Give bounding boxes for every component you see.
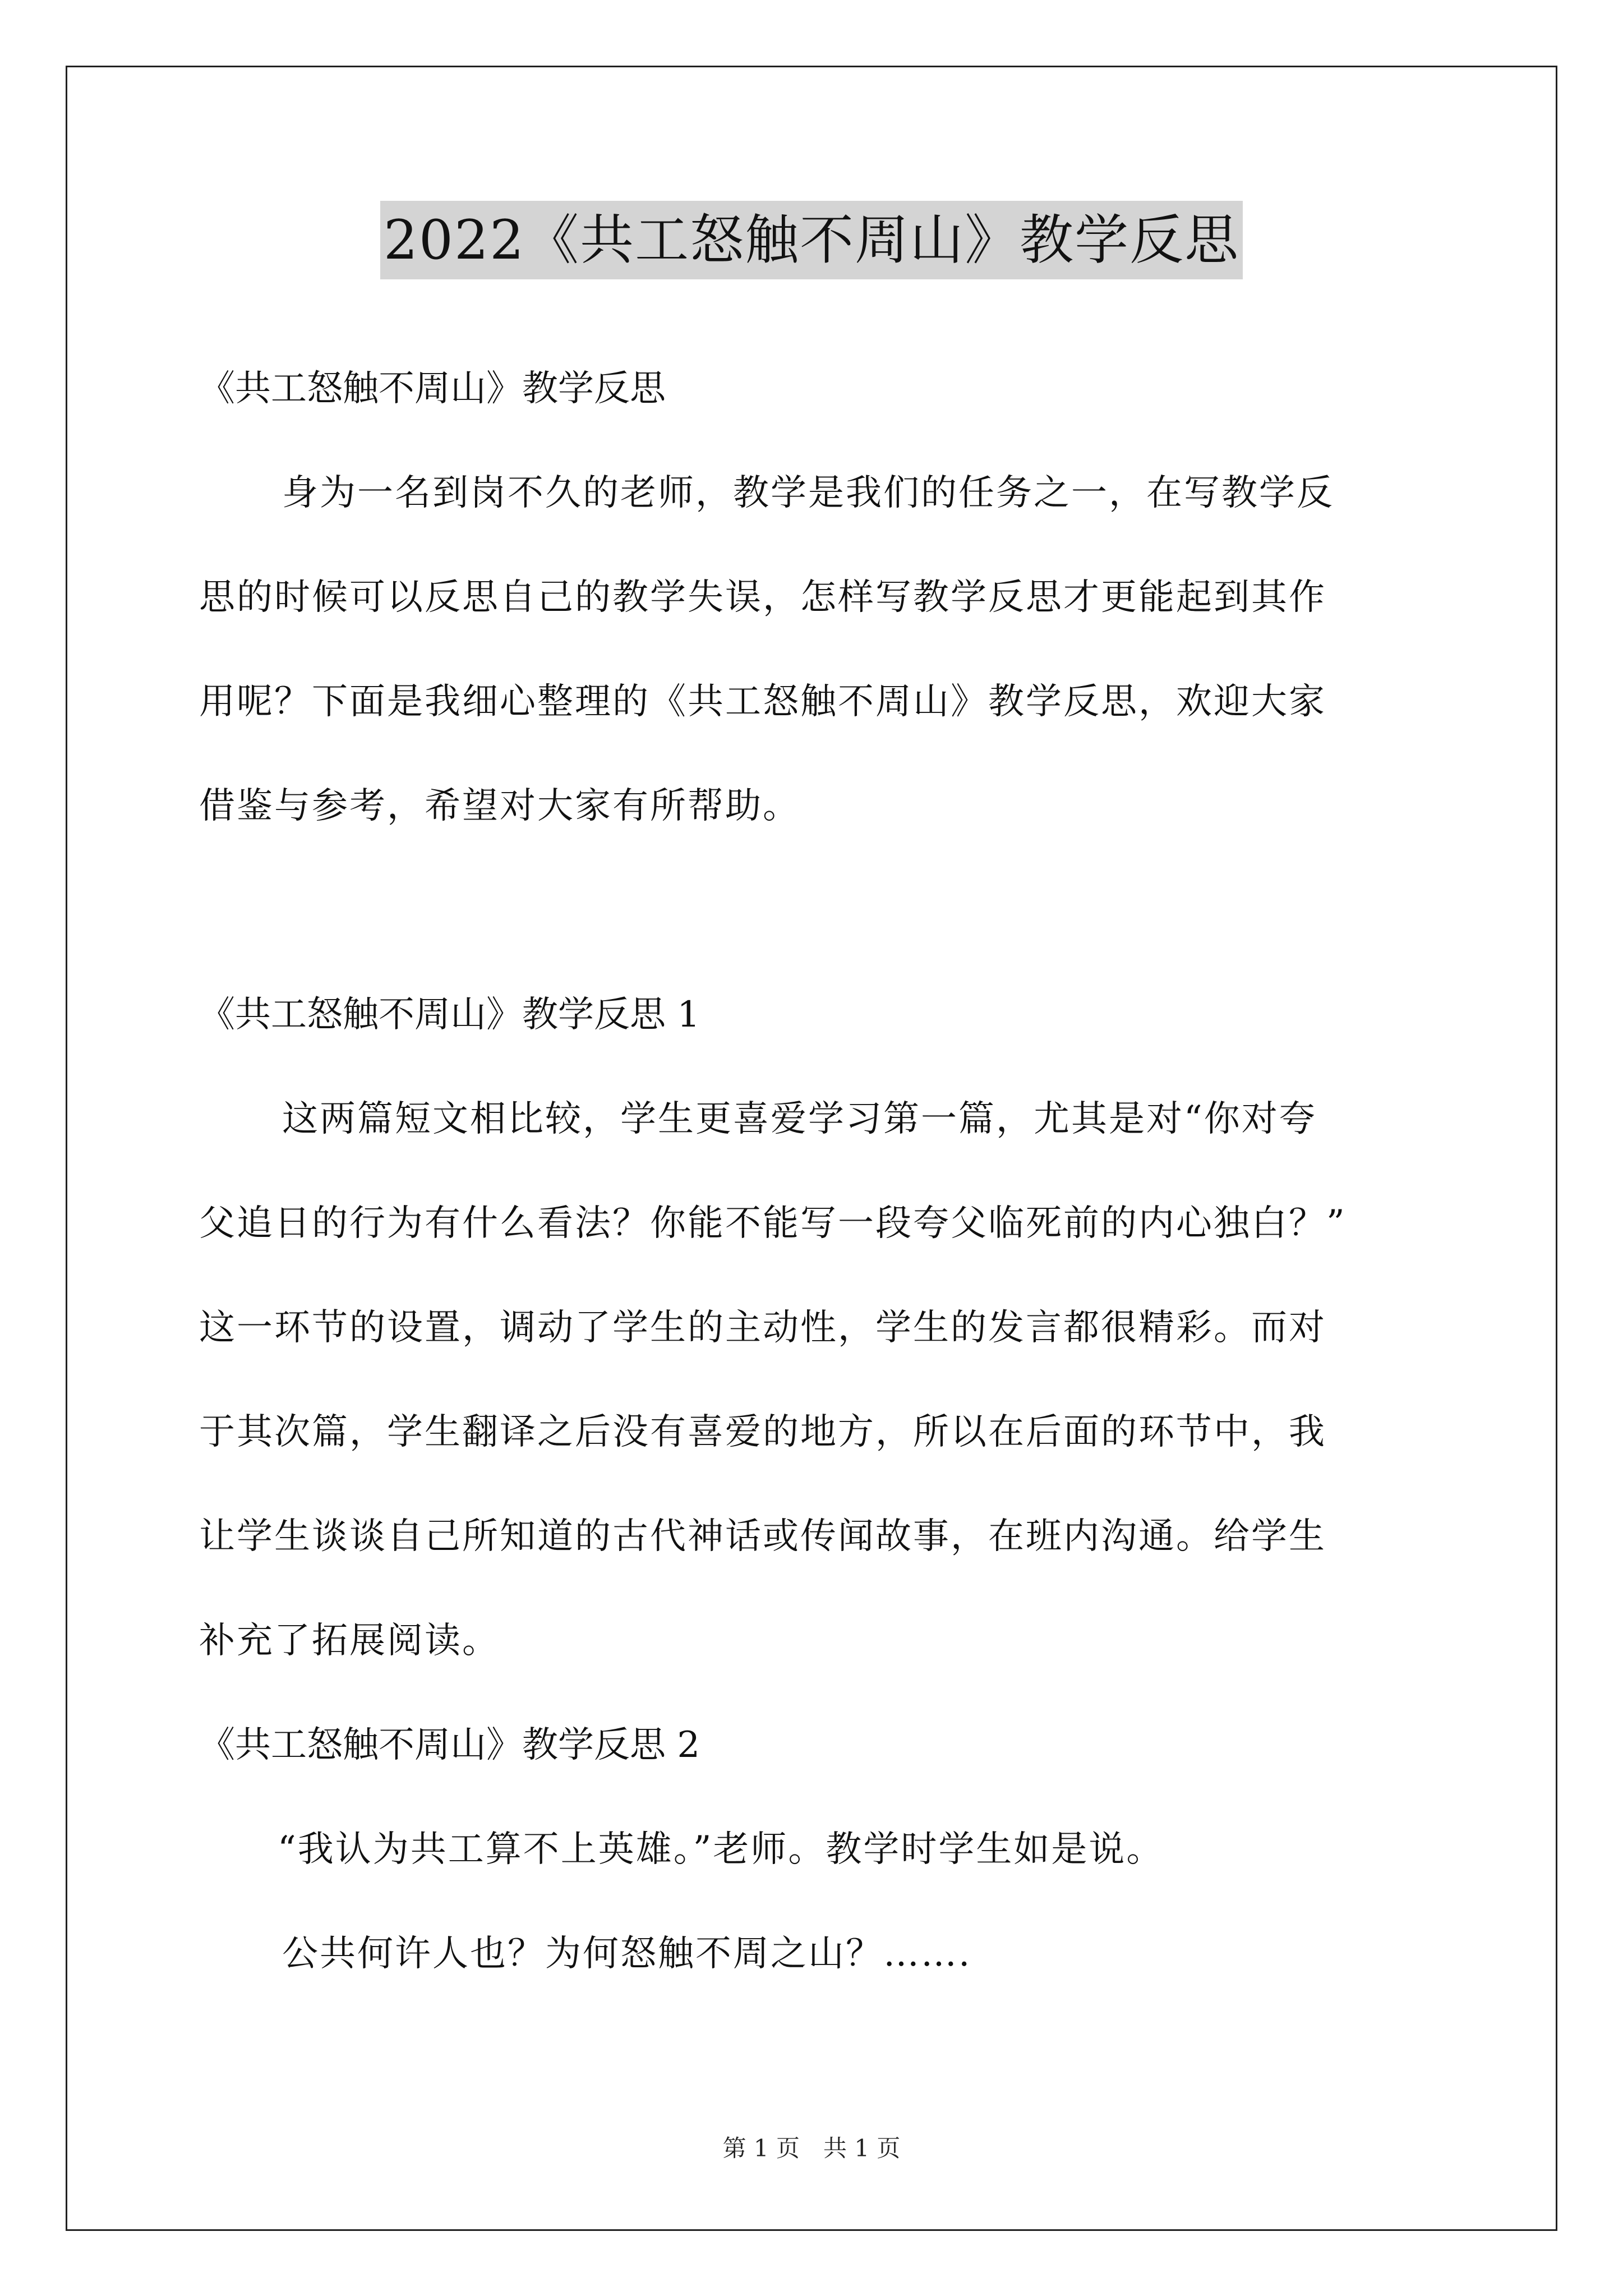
intro-line-2: 思的时候可以反思自己的教学失误，怎样写教学反思才更能起到其作 bbox=[199, 577, 1326, 618]
section-1-line-6: 补充了拓展阅读。 bbox=[199, 1620, 500, 1662]
intro-line-1: 身为一名到岗不久的老师，教学是我们的任务之一，在写教学反 bbox=[282, 472, 1334, 514]
section-1-line-3: 这一环节的设置，调动了学生的主动性，学生的发言都很精彩。而对 bbox=[199, 1307, 1326, 1349]
section-2-line-2: 公共何许人也？为何怒触不周之山？……. bbox=[282, 1933, 972, 1975]
section-1-line-4: 于其次篇，学生翻译之后没有喜爱的地方，所以在后面的环节中，我 bbox=[199, 1411, 1326, 1453]
section-1-heading: 《共工怒触不周山》教学反思 1 bbox=[199, 994, 700, 1036]
document-title: 2022《共工怒触不周山》教学反思 bbox=[380, 201, 1243, 279]
section-2-line-1: “我认为共工算不上英雄。”老师。教学时学生如是说。 bbox=[278, 1829, 1164, 1870]
spacer bbox=[199, 858, 1433, 963]
intro-line-4: 借鉴与参考，希望对大家有所帮助。 bbox=[199, 785, 800, 827]
section-1-line-1: 这两篇短文相比较，学生更喜爱学习第一篇，尤其是对“你对夸 bbox=[282, 1098, 1317, 1140]
section-2-heading: 《共工怒触不周山》教学反思 2 bbox=[199, 1724, 700, 1766]
document-body bbox=[199, 337, 1433, 2006]
section-1-line-2: 父追日的行为有什么看法？你能不能写一段夸父临死前的内心独白？” bbox=[199, 1203, 1347, 1244]
intro-line-3: 用呢？下面是我细心整理的《共工怒触不周山》教学反思，欢迎大家 bbox=[199, 681, 1326, 723]
title-container bbox=[0, 201, 1623, 279]
section-1-line-5: 让学生谈谈自己所知道的古代神话或传闻故事，在班内沟通。给学生 bbox=[199, 1516, 1326, 1557]
page-footer: 第 1 页 共 1 页 bbox=[722, 2134, 901, 2162]
subtitle: 《共工怒触不周山》教学反思 bbox=[199, 368, 666, 409]
